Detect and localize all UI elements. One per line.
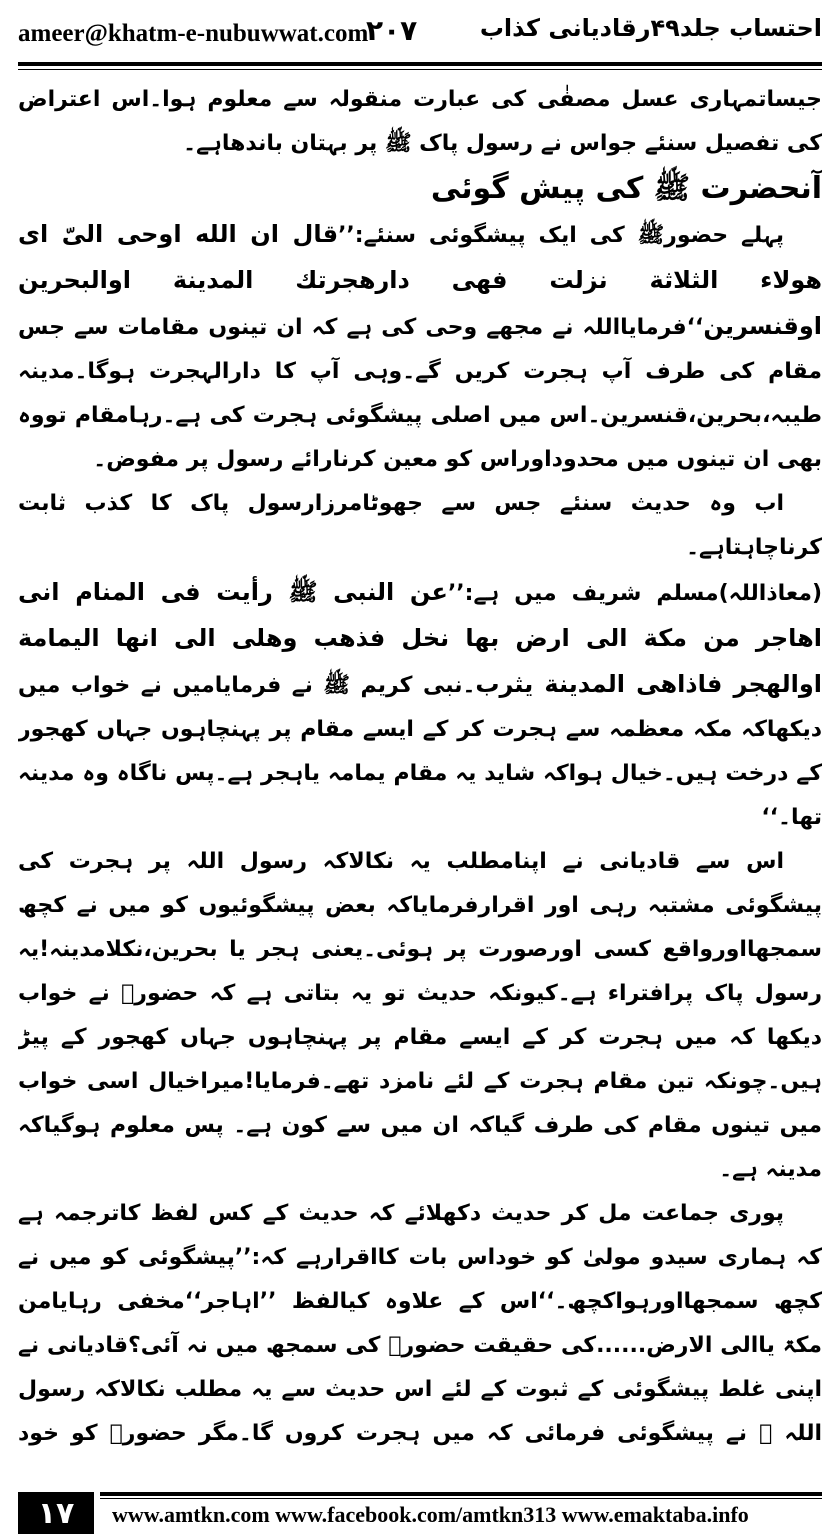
paragraph-prophecy [18,212,822,482]
paragraph-intro: جیساتمہاری عسل مصفٰی کی عبارت منقولہ سے معلوم ہوا۔اس اعتراض کی تفصیل سنئے جواس نے رسول پاک ﷺ پر بہتان باندھاہے۔ [18,87,822,156]
prophecy-translation: ‘‘فرمایااللہ نے مجھے وحی کی ہے کہ ان تینوں مقامات سے جس مقام کی طرف آپ ہجرت کریں گے۔وہی آپ کا دارالہجرت ہوگا۔مدینہ طیبہ،بحرین،قنسرین۔اس میں اصلی پیشگوئی ہجرت کی ہے۔رہامقام تووہ بھی ان تینوں میں محدوداوراس کو معین کرنارائے رسول پر مفوض۔ [18,315,822,472]
paragraph-hadith [18,570,822,840]
header-page-number: ۲۰۷ [366,14,418,47]
hadith-translation: ۔نبی کریم ﷺ نے فرمایامیں نے خواب میں دیکھاکہ مکہ معظمہ سے ہجرت کر کے ایسے مقام پر پہنچاہوں جہاں کھجور کے درخت ہیں۔خیال ہواکہ شاید یہ مقام یمامہ یاہجر ہے۔پس ناگاہ وہ مدینہ تھا۔‘‘ [18,673,822,830]
arabic-quote-hadith: عن النبى ﷺ رأيت فى المنام انى اهاجر من مكة الى ارض بها نخل فذهب وهلى الى انها اليمامة اوالهجر فاذاهى المدينة يثرب [18,578,822,698]
header-rule-thick [18,62,822,66]
footer-page-box: ۱۷ [18,1492,94,1534]
page-footer [0,1488,840,1540]
page-body [18,78,822,1460]
header-email: ameer@khatm-e-nubuwwat.com [18,20,369,47]
footer-rule-thin [100,1498,822,1499]
header-book-title: احتساب جلد۴۹رقادیانی کذاب [479,14,822,42]
section-heading: آنحضرت ﷺ کی پیش گوئی [430,171,822,206]
hadith-source: (معاذاللہ)مسلم شریف میں ہے:’’ [447,581,822,606]
prophecy-intro: پہلے حضورﷺ کی ایک پیشگوئی سنئے:’’ [338,223,785,248]
page-header [0,0,840,62]
paragraph-qadiani-claim: اس سے قادیانی نے اپنامطلب یہ نکالاکہ رسول اللہ پر ہجرت کی پیشگوئی مشتبہ رہی اور اقرارفرمایاکہ بعض پیشگوئیوں کو میں نے کچھ سمجھااورواقع کسی اورصورت پر ہوئی۔یعنی ہجر یا بحرین،نکلامدینہ!یہ رسول پاک پرافتراء ہے۔کیونکہ حدیث تو یہ بتاتی ہے کہ حضورؐ نے خواب دیکھا کہ میں ہجرت کر کے ایسے مقام پر پہنچاہوں جہاں کھجور کے پیڑ ہیں۔چونکہ تین مقام ہجرت کے لئے نامزد تھے۔فرمایا!میراخیال اسی خواب میں تینوں مقام کی طرف گیاکہ ان میں سے کون ہے۔ پس معلوم ہوگیاکہ مدینہ ہے۔ [18,849,822,1182]
arabic-quote-prophecy: قال ان الله اوحى الىّ اى هولاء الثلاثة نزلت فهى دارهجرتك المدينة اوالبحرين اوقنسرين [18,220,822,340]
paragraph-hadith-intro: اب وہ حدیث سنئے جس سے جھوٹامرزارسول پاک کا کذب ثابت کرناچاہتاہے۔ [18,491,822,560]
footer-rule-thick [100,1492,822,1496]
paragraph-refutation: پوری جماعت مل کر حدیث دکھلائے کہ حدیث کے کس لفظ کاترجمہ ہے کہ ہماری سیدو مولیٰ کو خوداس بات کااقرارہے کہ:’’پیشگوئی کو میں نے کچھ سمجھااورہواکچھ۔‘‘اس کے علاوہ کیالفظ ’’اہاجر‘‘مخفی رہایامن مکۃ یاالی الارض......کی حقیقت حضورؐ کی سمجھ میں نہ آئی؟قادیانی نے اپنی غلط پیشگوئی کے ثبوت کے لئے اس حدیث سے یہ مطلب نکالاکہ رسول اللہ ﷺ نے پیشگوئی فرمائی کہ میں ہجرت کروں گا۔مگر حضورؐ کو خود [18,1201,822,1446]
header-rule-thin [18,69,822,70]
footer-links: www.amtkn.com www.facebook.com/amtkn313 www.emaktaba.info [112,1502,749,1527]
